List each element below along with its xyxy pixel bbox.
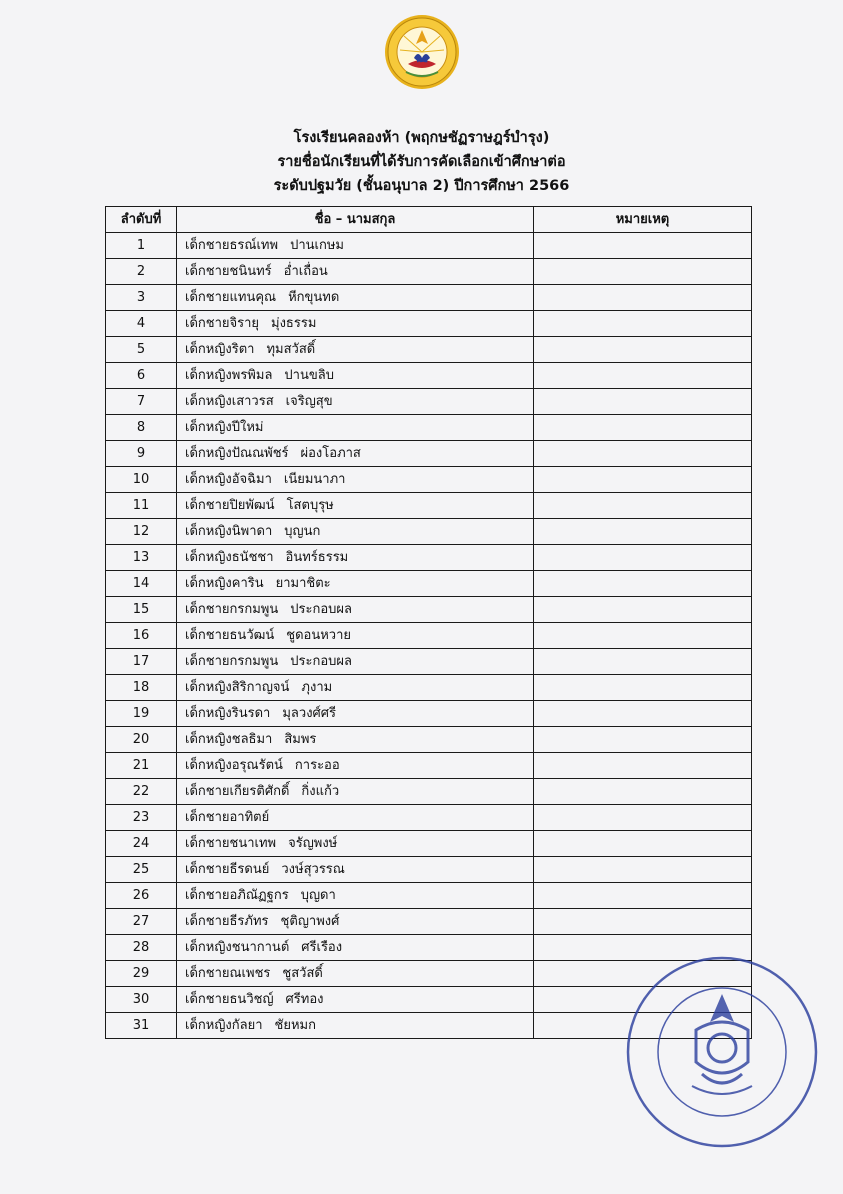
row-number: 23 [106, 805, 177, 831]
student-first-name: เด็กชายเกียรติศักดิ์ [185, 784, 290, 799]
student-first-name: เด็กหญิงอรุณรัตน์ [185, 758, 283, 773]
row-number: 16 [106, 623, 177, 649]
remark-cell [534, 961, 752, 987]
student-last-name: ศรีเรือง [301, 940, 343, 955]
column-header-number: ลำดับที่ [106, 207, 177, 233]
student-name-cell [177, 935, 534, 961]
student-first-name: เด็กชายจิรายุ [185, 316, 260, 331]
row-number: 10 [106, 467, 177, 493]
student-name-cell [177, 285, 534, 311]
student-first-name: เด็กชายธนวัฒน์ [185, 628, 275, 643]
remark-cell [534, 779, 752, 805]
remark-cell [534, 727, 752, 753]
student-name-cell [177, 233, 534, 259]
column-header-name: ชื่อ – นามสกุล [177, 207, 534, 233]
student-name-cell [177, 701, 534, 727]
student-name-cell [177, 987, 534, 1013]
row-number: 14 [106, 571, 177, 597]
remark-cell [534, 441, 752, 467]
student-first-name: เด็กชายชนาเทพ [185, 836, 277, 851]
remark-cell [534, 467, 752, 493]
student-last-name: อินทร์ธรรม [285, 550, 349, 565]
row-number: 21 [106, 753, 177, 779]
student-last-name: เจริญสุข [285, 394, 333, 409]
student-first-name: เด็กชายแทนคุณ [185, 290, 277, 305]
student-name-cell [177, 545, 534, 571]
table-row [106, 831, 752, 857]
student-last-name: บุญนก [284, 524, 321, 539]
student-last-name: ชูสวัสดิ์ [282, 966, 323, 981]
table-row [106, 233, 752, 259]
student-name-cell [177, 571, 534, 597]
row-number: 30 [106, 987, 177, 1013]
row-number: 4 [106, 311, 177, 337]
remark-cell [534, 935, 752, 961]
student-last-name: ชูดอนหวาย [286, 628, 351, 643]
row-number: 17 [106, 649, 177, 675]
student-last-name: ประกอบผล [290, 654, 352, 669]
remark-cell [534, 493, 752, 519]
student-last-name: บุญดา [300, 888, 336, 903]
student-name-cell [177, 519, 534, 545]
student-last-name: ปานเกษม [290, 238, 344, 253]
student-name-cell [177, 779, 534, 805]
row-number: 8 [106, 415, 177, 441]
remark-cell [534, 519, 752, 545]
student-table [105, 206, 752, 1039]
student-name-cell [177, 493, 534, 519]
remark-cell [534, 805, 752, 831]
table-row [106, 883, 752, 909]
student-last-name: หีกขุนทด [288, 290, 340, 305]
remark-cell [534, 831, 752, 857]
row-number: 18 [106, 675, 177, 701]
student-first-name: เด็กชายธรณ์เทพ [185, 238, 279, 253]
table-row [106, 519, 752, 545]
table-row [106, 545, 752, 571]
remark-cell [534, 649, 752, 675]
row-number: 1 [106, 233, 177, 259]
table-row [106, 701, 752, 727]
row-number: 28 [106, 935, 177, 961]
remark-cell [534, 987, 752, 1013]
student-name-cell [177, 623, 534, 649]
student-first-name: เด็กชายกรกมพูน [185, 654, 279, 669]
student-name-cell [177, 857, 534, 883]
student-first-name: เด็กหญิงธนัชชา [185, 550, 274, 565]
remark-cell [534, 597, 752, 623]
document-subtitle: ระดับปฐมวัย (ชั้นอนุบาล 2) ปีการศึกษา 2566 [273, 178, 570, 194]
student-name-cell [177, 831, 534, 857]
student-first-name: เด็กชายอภิณัฏฐกร [185, 888, 289, 903]
remark-cell [534, 571, 752, 597]
student-first-name: เด็กหญิงนิพาดา [185, 524, 273, 539]
row-number: 11 [106, 493, 177, 519]
row-number: 27 [106, 909, 177, 935]
table-row [106, 441, 752, 467]
student-last-name: เนียมนาภา [283, 472, 346, 487]
student-first-name: เด็กหญิงริตา [185, 342, 255, 357]
student-name-cell [177, 597, 534, 623]
remark-cell [534, 363, 752, 389]
row-number: 3 [106, 285, 177, 311]
remark-cell [534, 233, 752, 259]
student-name-cell [177, 311, 534, 337]
student-name-cell [177, 1013, 534, 1039]
student-name-cell [177, 389, 534, 415]
table-row [106, 285, 752, 311]
table-row [106, 597, 752, 623]
student-last-name: ชัยหมก [274, 1018, 316, 1033]
student-last-name: การะออ [294, 758, 340, 773]
table-row [106, 623, 752, 649]
school-name: โรงเรียนคลองห้า (พฤกษชัฏราษฎร์บำรุง) [293, 130, 550, 146]
row-number: 20 [106, 727, 177, 753]
row-number: 26 [106, 883, 177, 909]
row-number: 9 [106, 441, 177, 467]
student-last-name: ชุติญาพงศ์ [280, 914, 340, 929]
remark-cell [534, 909, 752, 935]
row-number: 13 [106, 545, 177, 571]
student-name-cell [177, 753, 534, 779]
remark-cell [534, 285, 752, 311]
student-first-name: เด็กหญิงอัจฉิมา [185, 472, 272, 487]
remark-cell [534, 337, 752, 363]
table-row [106, 571, 752, 597]
remark-cell [534, 389, 752, 415]
row-number: 2 [106, 259, 177, 285]
row-number: 24 [106, 831, 177, 857]
table-row [106, 415, 752, 441]
remark-cell [534, 545, 752, 571]
student-last-name: วงษ์สุวรรณ [281, 862, 345, 877]
student-last-name: ประกอบผล [290, 602, 352, 617]
student-last-name: มุลวงศ์ศรี [282, 706, 337, 721]
table-row [106, 467, 752, 493]
student-first-name: เด็กหญิงชนากานต์ [185, 940, 290, 955]
student-first-name: เด็กหญิงปัณณพัชร์ [185, 446, 289, 461]
student-first-name: เด็กชายธนวิชญ์ [185, 992, 274, 1007]
student-first-name: เด็กชายชนินทร์ [185, 264, 272, 279]
student-last-name: ยามาชิตะ [275, 576, 331, 591]
student-last-name: มุ่งธรรม [271, 316, 317, 331]
remark-cell [534, 675, 752, 701]
row-number: 12 [106, 519, 177, 545]
table-row [106, 493, 752, 519]
student-name-cell [177, 727, 534, 753]
column-header-remark: หมายเหตุ [534, 207, 752, 233]
student-last-name: โสตบุรุษ [286, 498, 334, 513]
student-name-cell [177, 415, 534, 441]
document-title: รายชื่อนักเรียนที่ได้รับการคัดเลือกเข้าศึกษาต่อ [277, 154, 566, 170]
row-number: 25 [106, 857, 177, 883]
student-name-cell [177, 467, 534, 493]
student-first-name: เด็กชายกรกมพูน [185, 602, 279, 617]
remark-cell [534, 857, 752, 883]
table-row [106, 805, 752, 831]
student-name-cell [177, 337, 534, 363]
student-name-cell [177, 259, 534, 285]
table-row [106, 727, 752, 753]
student-name-cell [177, 441, 534, 467]
table-row [106, 857, 752, 883]
student-first-name: เด็กหญิงรินรดา [185, 706, 271, 721]
table-row [106, 311, 752, 337]
student-name-cell [177, 675, 534, 701]
table-row [106, 909, 752, 935]
table-row [106, 1013, 752, 1039]
table-header-row [106, 207, 752, 233]
remark-cell [534, 415, 752, 441]
student-last-name: ภุงาม [301, 680, 333, 695]
student-first-name: เด็กหญิงพรพิมล [185, 368, 273, 383]
remark-cell [534, 311, 752, 337]
remark-cell [534, 259, 752, 285]
student-first-name: เด็กหญิงชลธิมา [185, 732, 273, 747]
row-number: 31 [106, 1013, 177, 1039]
student-first-name: เด็กหญิงปีใหม่ [185, 420, 264, 435]
student-first-name: เด็กหญิงเสาวรส [185, 394, 274, 409]
table-row [106, 675, 752, 701]
student-first-name: เด็กชายปิยพัฒน์ [185, 498, 275, 513]
remark-cell [534, 1013, 752, 1039]
student-last-name: อ่ำเถื่อน [283, 264, 328, 279]
row-number: 5 [106, 337, 177, 363]
table-row [106, 779, 752, 805]
table-row [106, 987, 752, 1013]
table-row [106, 649, 752, 675]
student-first-name: เด็กชายณเพชร [185, 966, 271, 981]
table-row [106, 935, 752, 961]
student-last-name: จรัญพงษ์ [288, 836, 338, 851]
school-logo [384, 14, 460, 90]
student-last-name: ทุมสวัสดิ์ [266, 342, 316, 357]
student-name-cell [177, 883, 534, 909]
student-first-name: เด็กชายอาทิตย์ [185, 810, 270, 825]
table-row [106, 753, 752, 779]
student-last-name: ปานขลิบ [284, 368, 334, 383]
remark-cell [534, 883, 752, 909]
table-row [106, 961, 752, 987]
row-number: 15 [106, 597, 177, 623]
student-last-name: ศรีทอง [285, 992, 324, 1007]
table-row [106, 389, 752, 415]
row-number: 7 [106, 389, 177, 415]
student-name-cell [177, 805, 534, 831]
row-number: 19 [106, 701, 177, 727]
row-number: 6 [106, 363, 177, 389]
student-first-name: เด็กหญิงกัลยา [185, 1018, 263, 1033]
student-name-cell [177, 909, 534, 935]
remark-cell [534, 623, 752, 649]
remark-cell [534, 753, 752, 779]
student-name-cell [177, 961, 534, 987]
student-first-name: เด็กชายธีรภัทร [185, 914, 269, 929]
table-row [106, 259, 752, 285]
table-body [106, 233, 752, 1039]
table-row [106, 337, 752, 363]
svg-text:พช: พช [415, 55, 429, 65]
student-last-name: สิมพร [284, 732, 317, 747]
student-first-name: เด็กหญิงคาริน [185, 576, 264, 591]
table-row [106, 363, 752, 389]
student-last-name: ผ่องโอภาส [300, 446, 361, 461]
student-first-name: เด็กชายธีรดนย์ [185, 862, 270, 877]
row-number: 22 [106, 779, 177, 805]
remark-cell [534, 701, 752, 727]
student-name-cell [177, 649, 534, 675]
student-name-cell [177, 363, 534, 389]
student-first-name: เด็กหญิงสิริกาญจน์ [185, 680, 290, 695]
student-last-name: กิ่งแก้ว [301, 784, 340, 799]
row-number: 29 [106, 961, 177, 987]
